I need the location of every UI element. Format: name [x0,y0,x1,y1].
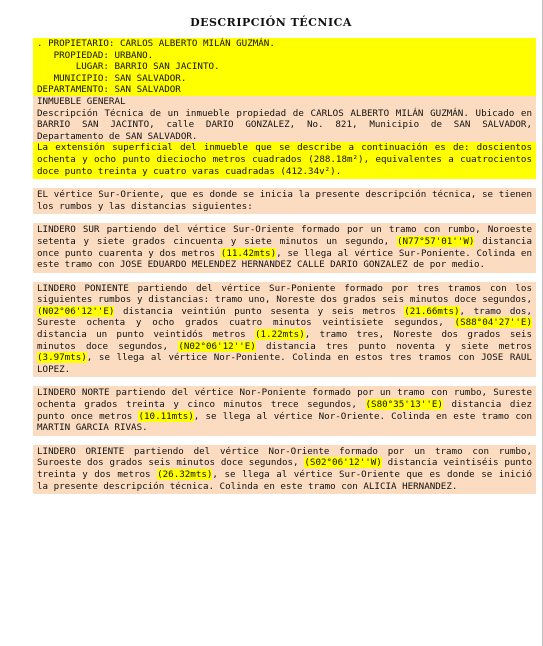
divider [33,377,536,386]
distance-highlight: (1.22mts) [254,329,305,341]
bearing-highlight: (N02°06'12''E) [178,340,256,352]
lindero-sur: LINDERO SUR partiendo del vértice Sur-Oriente formado por un tramo con rumbo, Noroeste setenta y siete grados cincuenta y siete minutos un segundo, (N77°57'01''W) distancia once punto cuarenta y dos metros (11.42mts), se llega al vértice Sur-Poniente. Colinda en este tramo con JOSE EDUARDO MELENDEZ HERNANDEZ CALLE DARIO GONZALEZ de por medio. [37,224,532,271]
bearing-highlight: (S88°04'27''E) [454,317,532,329]
propietario-line: . PROPIETARIO: CARLOS ALBERTO MILÁN GUZMÁN. [37,38,275,49]
lugar-line: LUGAR: BARRIO SAN JACINTO. [37,61,220,73]
lindero-oriente: LINDERO ORIENTE partiendo del vértice Nor-Oriente formado por un tramo con rumbo, Suroeste dos grados seis minutos doce segundos, (S02°06'12''W) distancia veintiséis punto treinta y dos metros (26.32mts), se llega al vértice Sur-Oriente que es donde se inició la presente descripción técnica. Colinda en este tramo con ALICIA HERNANDEZ. [37,445,532,492]
departamento-line: DEPARTAMENTO: SAN SALVADOR [37,84,181,96]
page-title: DESCRIPCIÓN TÉCNICA [190,16,352,29]
lindero-norte: LINDERO NORTE partiendo del vértice Nor-Poniente formado por un tramo con rumbo, Sureste ochenta grados treinta y cinco minutos trece segundos, (S80°35'13''E) distancia diez punto once metros (10.11mts), se llega al vértice Nor-Oriente. Colinda en este tramo con MARTIN GARCIA RIVAS. [37,387,532,434]
lindero-poniente: LINDERO PONIENTE partiendo del vértice Sur-Poniente formado por tres tramos con los siguientes rumbos y distancias: tramo uno, Noreste dos grados seis minutos doce segundos, (N02°06'12''E) distancia veintiún punto sesenta y seis metros (21.66mts), tramo dos, Sureste ochenta y ocho grados cuatro minutos veintisiete segundos, (S88°04'27''E) distancia un punto veintidós metros (1.22mts), tramo tres, Noreste dos grados seis minutos doce segundos, (N02°06'12''E) distancia tres punto noventa y siete metros (3.97mts), se llega al vértice Nor-Poniente. Colinda en estos tres tramos con JOSE RAUL LOPEZ. [37,282,532,375]
general-heading: INMUEBLE GENERAL [37,95,126,107]
bearing-highlight: (S02°06'12''W) [304,457,382,469]
header-block [33,38,536,96]
distance-highlight: (3.97mts) [37,352,87,364]
distance-highlight: (10.11mts) [138,410,194,422]
distance-highlight: (26.32mts) [157,469,213,480]
divider [33,273,536,282]
description-body [33,38,536,494]
bearing-highlight: (N77°57'01''W) [396,235,475,247]
distance-highlight: (21.66mts) [404,305,460,317]
divider [33,436,536,445]
general-description: Descripción Técnica de un inmueble propiedad de CARLOS ALBERTO MILÁN GUZMÁN. Ubicado en BARRIO SAN JACINTO, calle DARIO GONZALEZ, No. 821, Municipio de SAN SALVADOR, Departamento de SAN SALVADOR. [37,107,532,142]
area-paragraph: La extensión superficial del inmueble que se describe a continuación es de: doscientos ochenta y ocho punto dieciocho metros cuadrados (288.18m²), equivalentes a cuatrocientos doce punto treinta y cuatro varas cuadradas (412.34v²). [33,142,536,179]
bearing-highlight: (N02°06'12''E) [37,305,115,317]
divider [33,214,536,223]
divider [33,179,536,188]
general-section [33,96,536,142]
intro-paragraph: EL vértice Sur-Oriente, que es donde se inicia la presente descripción técnica, se tienen los rumbos y las distancias siguientes: [37,189,532,212]
propiedad-line: PROPIEDAD: URBANO. [37,49,154,61]
distance-highlight: (11.42mts) [220,247,277,259]
municipio-line: MUNICIPIO: SAN SALVADOR. [37,72,187,84]
bearing-highlight: (S80°35'13''E) [365,399,443,411]
